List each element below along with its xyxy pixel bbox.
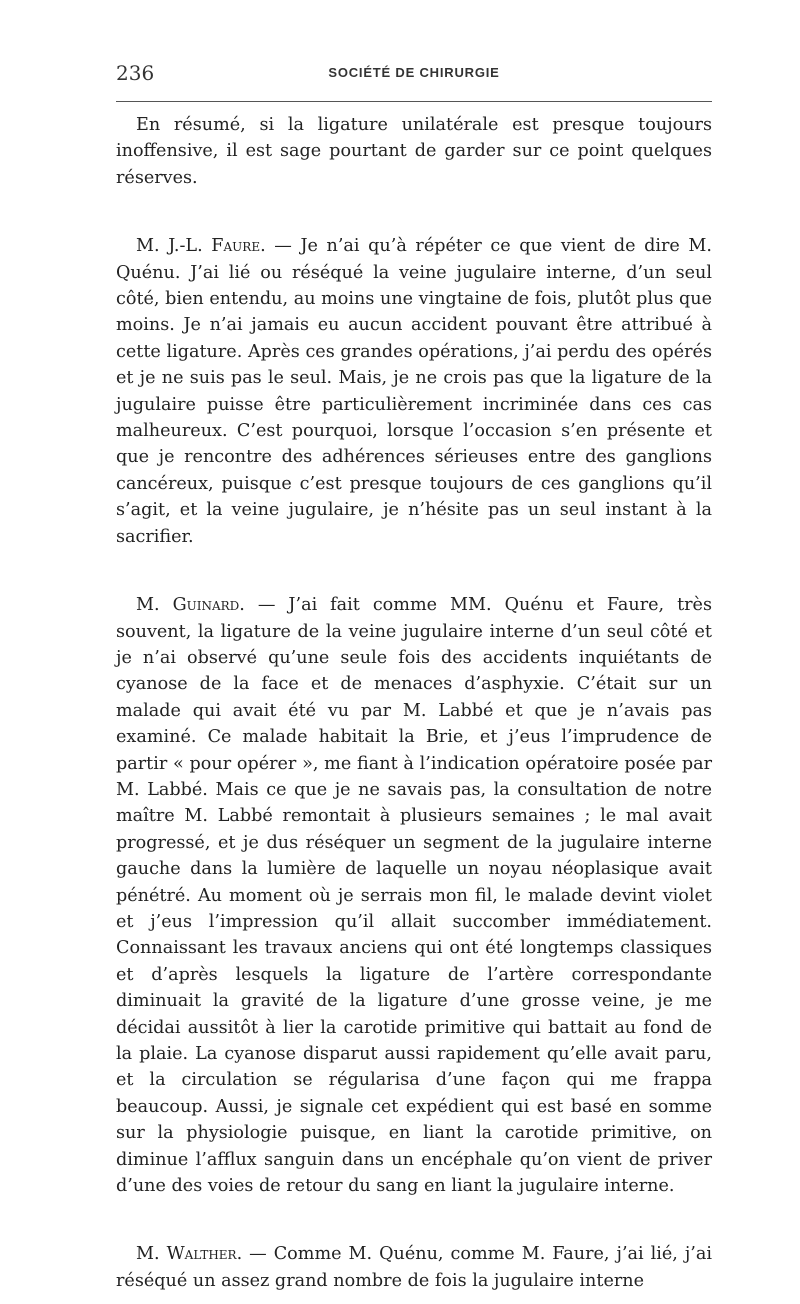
speaker-name: M. J.-L. Faure. [136,236,266,257]
paragraph-text: — Je n’ai qu’à répéter ce que vient de dire M. Quénu. J’ai lié ou réséqué la veine jugulaire interne, d’un seul côté, bien entendu, au moins une vingtaine de fois, plutôt plus que moins. Je n’ai jamais eu aucun accident pouvant être attribué à cette ligature. Après ces grandes opérations, j’ai perdu des opérés et je ne suis pas le seul. Mais, je ne crois pas que la ligature de la jugulaire puisse être particulièrement incriminée dans ces cas malheureux. C’est pourquoi, lorsque l’occasion s’en présente et que je rencontre des adhérences sérieuses entre des ganglions cancéreux, puisque c’est presque toujours de ces ganglions qu’il s’agit, et la veine jugulaire, je n’hésite pas un seul instant à la sacrifier. [116,236,712,547]
speaker-name: M. Guinard. [136,595,245,616]
paragraph-walther [116,1241,712,1294]
body-text [116,112,712,1294]
paragraph-text: — Comme M. Quénu, comme M. Faure, j’ai lié, j’ai réséqué un assez grand nombre de fois la jugulaire interne [116,1244,713,1291]
paragraph-guinard [116,592,712,1199]
page-header [116,58,712,88]
paragraph-faure [116,233,712,550]
running-title: SOCIÉTÉ DE CHIRURGIE [328,65,500,80]
paragraph-text: En résumé, si la ligature unilatérale est presque toujours inoffensive, il est sage pourtant de garder sur ce point quelques réserves. [116,115,712,188]
page-number: 236 [116,61,155,85]
speaker-name: M. Walther. [136,1244,243,1265]
header-rule [116,101,712,102]
paragraph-text: — J’ai fait comme MM. Quénu et Faure, très souvent, la ligature de la veine jugulaire interne d’un seul côté et je n’ai observé qu’une seule fois des accidents inquiétants de cyanose de la face et de menaces d’asphyxie. C’était sur un malade qui avait été vu par M. Labbé et que je n’avais pas examiné. Ce malade habitait la Brie, et j’eus l’imprudence de partir « pour opérer », me fiant à l’indication opératoire posée par M. Labbé. Mais ce que je ne savais pas, la consultation de notre maître M. Labbé remontait à plusieurs semaines ; le mal avait progressé, et je dus réséquer un segment de la jugulaire interne gauche dans la lumière de laquelle un noyau néoplasique avait pénétré. Au moment où je serrais mon fil, le malade devint violet et j’eus l’impression qu’il allait succomber immédiatement. Connaissant les travaux anciens qui ont été longtemps classiques et d’après lesquels la ligature de l’artère correspondante diminuait la gravité de la ligature d’une grosse veine, je me décidai aussitôt à lier la carotide primitive qui battait au fond de la plaie. La cyanose disparut aussi rapidement qu’elle avait paru, et la circulation se régularisa d’une façon qui me frappa beaucoup. Aussi, je signale cet expédient qui est basé en somme sur la physiologie puisque, en liant la carotide primitive, on diminue l’afflux sanguin dans un encéphale qu’on vient de priver d’une des voies de retour du sang en liant la jugulaire interne. [116,595,712,1197]
paragraph-summary [116,112,712,191]
